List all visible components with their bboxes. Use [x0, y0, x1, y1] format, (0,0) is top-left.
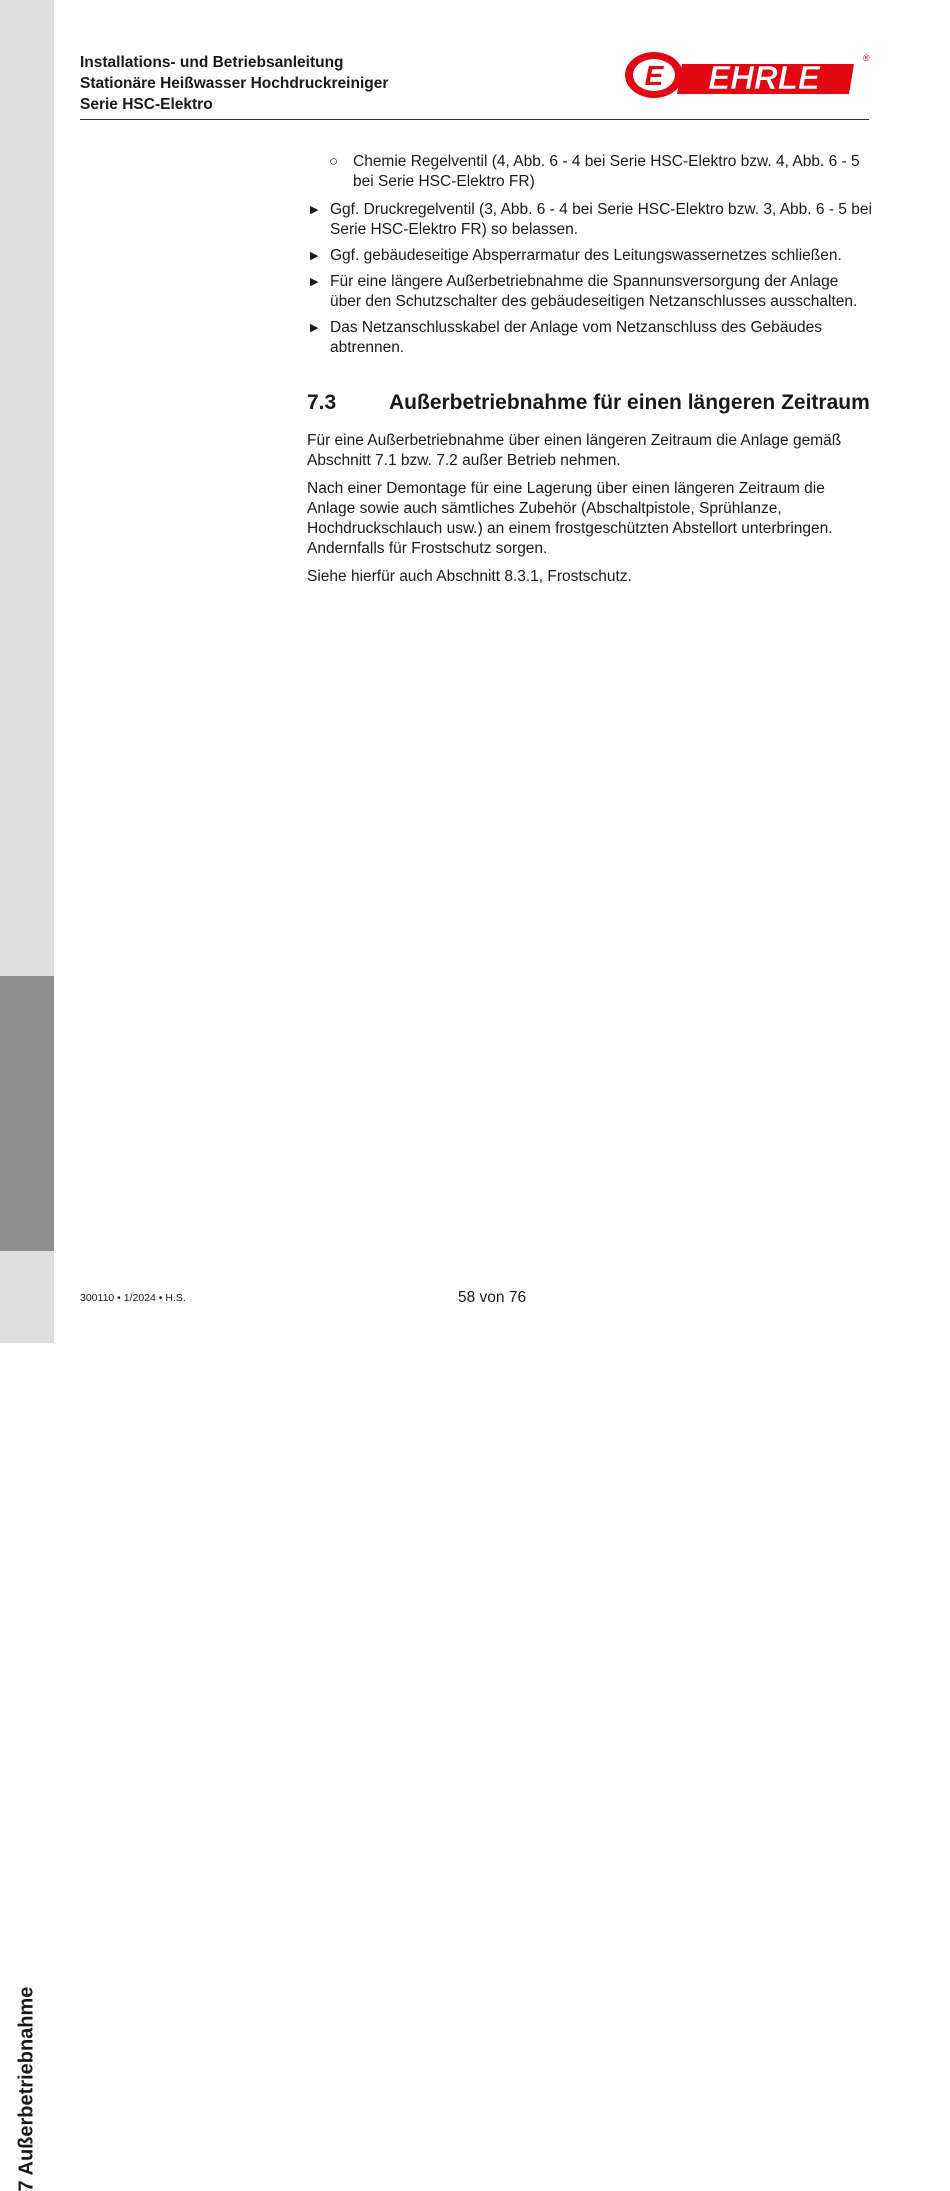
- triangle-bullet-icon: ▶: [310, 250, 319, 262]
- page-content: [307, 152, 872, 595]
- chapter-tab: [0, 976, 54, 2191]
- header-line-1: Installations- und Betriebsanleitung: [80, 54, 344, 71]
- paragraph: Für eine Außerbetriebnahme über einen längeren Zeitraum die Anlage gemäß Abschnitt 7.1 bzw. 7.2 außer Betrieb nehmen.: [307, 432, 842, 469]
- subitem-text: Chemie Regelventil (4, Abb. 6 - 4 bei Serie HSC-Elektro bzw. 4, Abb. 6 - 5 bei Serie HSC-Elektro FR): [353, 153, 860, 190]
- page-number: 58 von 76: [458, 1289, 527, 1306]
- list-item-text: Ggf. gebäudeseitige Absperrarmatur des Leitungswassernetzes schließen.: [330, 247, 842, 264]
- section-number: 7.3: [307, 391, 337, 414]
- logo-wordmark: EHRLE: [708, 59, 820, 96]
- header-divider: [80, 119, 869, 120]
- document-header: [80, 52, 388, 115]
- list-subitem: [307, 152, 872, 192]
- header-line-3: Serie HSC-Elektro: [80, 96, 213, 113]
- chapter-sidebar: [0, 0, 54, 2191]
- list-item: [307, 272, 872, 312]
- triangle-bullet-icon: ▶: [310, 204, 319, 216]
- chapter-label: 7 Außerbetriebnahme: [15, 1986, 38, 2191]
- list-item: [307, 246, 872, 266]
- circle-bullet-icon: ○: [329, 153, 339, 170]
- triangle-bullet-icon: ▶: [310, 276, 319, 288]
- triangle-bullet-icon: ▶: [310, 322, 319, 334]
- logo-registered-mark: ®: [863, 53, 870, 63]
- document-code: 300110 • 1/2024 • H.S.: [80, 1292, 186, 1304]
- list-item: [307, 200, 872, 240]
- header-line-2: Stationäre Heißwasser Hochdruckreiniger: [80, 75, 389, 92]
- section-title: Außerbetriebnahme für einen längeren Zeitraum: [389, 391, 870, 414]
- ehrle-logo: [622, 47, 874, 103]
- paragraph: Siehe hierfür auch Abschnitt 8.3.1, Frostschutz.: [307, 568, 632, 585]
- list-item-text: Das Netzanschlusskabel der Anlage vom Netzanschluss des Gebäudes abtrennen.: [330, 319, 822, 356]
- list-item: [307, 318, 872, 358]
- list-item-text: Für eine längere Außerbetriebnahme die Spannunsversorgung der Anlage über den Schutzschalter des gebäudeseitigen Netzanschlusses ausschalten.: [330, 273, 858, 310]
- logo-emblem-letter: E: [644, 60, 664, 91]
- section-heading: [307, 390, 872, 415]
- list-item-text: Ggf. Druckregelventil (3, Abb. 6 - 4 bei Serie HSC-Elektro bzw. 3, Abb. 6 - 5 bei Serie HSC-Elektro FR) so belassen.: [330, 201, 872, 238]
- paragraph: Nach einer Demontage für eine Lagerung über einen längeren Zeitraum die Anlage sowie auch sämtliches Zubehör (Abschaltpistole, Sprühlanze, Hochdruckschlauch usw.) an einem frostgeschützten Abstellort unterbringen. Andernfalls für Frostschutz sorgen.: [307, 480, 833, 557]
